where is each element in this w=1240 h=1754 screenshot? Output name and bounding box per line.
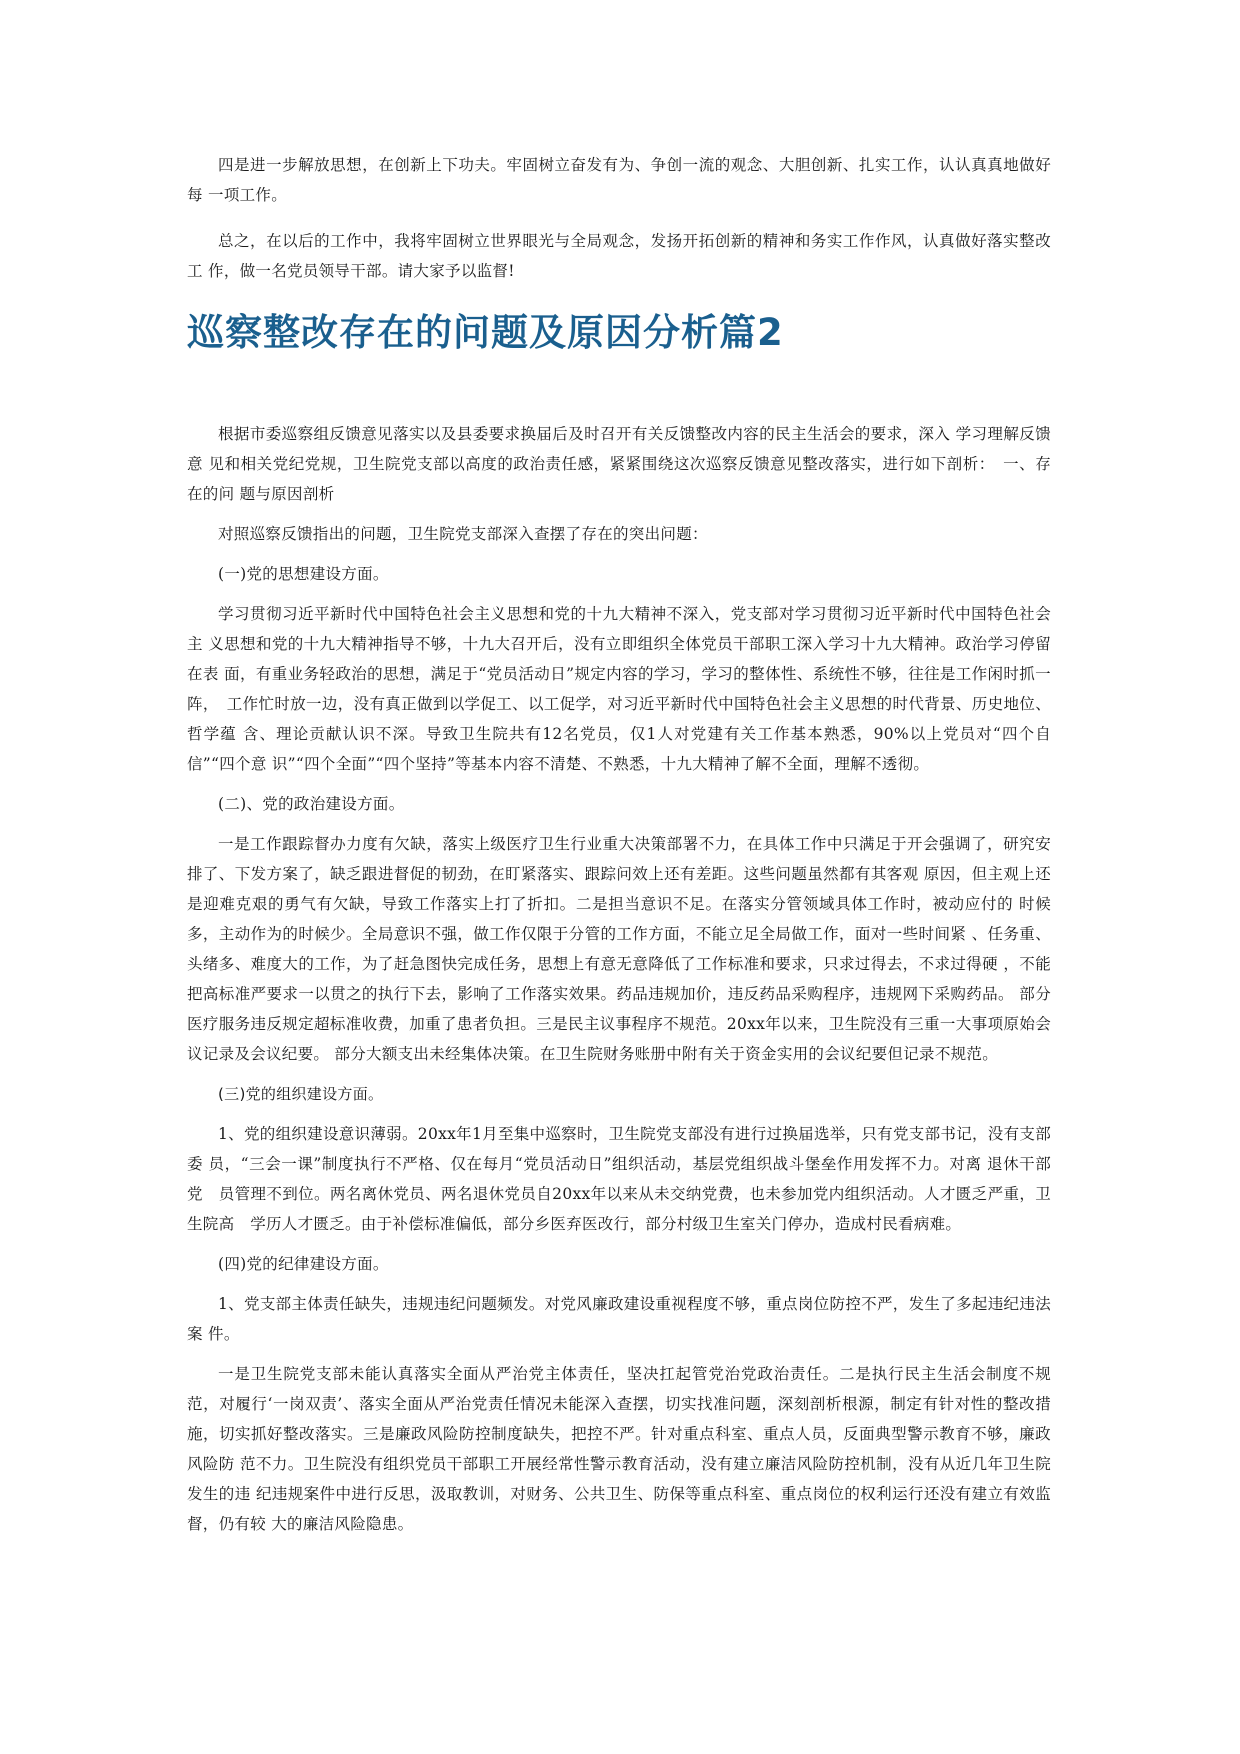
section-heading: 巡察整改存在的问题及原因分析篇2 <box>187 311 784 354</box>
paragraph-conclusion: 总之，在以后的工作中，我将牢固树立世界眼光与全局观念，发扬开拓创新的精神和务实工作作风，认真做好落实整改工 作，做一名党员领导干部。请大家予以监督! <box>187 232 1051 280</box>
subsection-title-organization: (三)党的组织建设方面。 <box>218 1085 384 1103</box>
paragraph-innovation: 四是进一步解放思想，在创新上下功夫。牢固树立奋发有为、争创一流的观念、大胆创新、扎实工作，认认真真地做好每 一项工作。 <box>187 156 1051 204</box>
document-page <box>187 150 1051 1539</box>
subsection-title-political: (二)、党的政治建设方面。 <box>218 795 405 813</box>
paragraph-ideology: 学习贯彻习近平新时代中国特色社会主义思想和党的十九大精神不深入，党支部对学习贯彻习近平新时代中国特色社会主 义思想和党的十九大精神指导不够，十九大召开后，没有立即组织全体党员干部职工深入学习十九大精神。政治学习停留在表 面，有重业务轻政治的思想，满足于“党员活动日”规定内容的学习，学习的整体性、系统性不够，往往是工作闲时抓一阵， 工作忙时放一边，没有真正做到以学促工、以工促学，对习近平新时代中国特色社会主义思想的时代背景、历史地位、哲学蕴 含、理论贡献认识不深。导致卫生院共有12名党员，仅1人对党建有关工作基本熟悉，90%以上党员对“四个自信”“四个意 识”“四个全面”“四个坚持”等基本内容不清楚、不熟悉，十九大精神了解不全面，理解不透彻。 <box>187 605 1051 773</box>
subsection-title-ideology: (一)党的思想建设方面。 <box>218 565 389 583</box>
paragraph-political: 一是工作跟踪督办力度有欠缺，落实上级医疗卫生行业重大决策部署不力，在具体工作中只满足于开会强调了，研究安排了、下发方案了，缺乏跟进督促的韧劲，在盯紧落实、跟踪问效上还有差距。这些问题虽然都有其客观 原因，但主观上还是迎难克艰的勇气有欠缺，导致工作落实上打了折扣。二是担当意识不足。在落实分管领域具体工作时，被动应付的 时候多，主动作为的时候少。全局意识不强，做工作仅限于分管的工作方面，不能立足全局做工作，面对一些时间紧 、任务重、头绪多、难度大的工作，为了赶急图快完成任务，思想上有意无意降低了工作标准和要求，只求过得去，不求过得硬 ，不能把高标准严要求一以贯之的执行下去，影响了工作落实效果。药品违规加价，违反药品采购程序，违规网下采购药品。 部分医疗服务违反规定超标准收费，加重了患者负担。三是民主议事程序不规范。20xx年以来，卫生院没有三重一大事项原始会议记录及会议纪要。 部分大额支出未经集体决策。在卫生院财务账册中附有关于资金实用的会议纪要但记录不规范。 <box>187 835 1051 1063</box>
paragraph-overview: 对照巡察反馈指出的问题，卫生院党支部深入查摆了存在的突出问题： <box>218 525 708 543</box>
paragraph-discipline-1: 1、党支部主体责任缺失，违规违纪问题频发。对党风廉政建设重视程度不够，重点岗位防控不严，发生了多起违纪违法案 件。 <box>187 1295 1051 1343</box>
paragraph-organization: 1、党的组织建设意识薄弱。20xx年1月至集中巡察时，卫生院党支部没有进行过换届选举，只有党支部书记，没有支部委 员，“三会一课”制度执行不严格、仅在每月“党员活动日”组织活动，基层党组织战斗堡垒作用发挥不力。对离 退休干部党 员管理不到位。两名离休党员、两名退休党员自20xx年以来从未交纳党费，也未参加党内组织活动。人才匮乏严重，卫生院高 学历人才匮乏。由于补偿标准偏低，部分乡医弃医改行，部分村级卫生室关门停办，造成村民看病难。 <box>187 1125 1051 1233</box>
paragraph-discipline-2: 一是卫生院党支部未能认真落实全面从严治党主体责任，坚决扛起管党治党政治责任。二是执行民主生活会制度不规范，对履行‘一岗双责’、落实全面从严治党责任情况未能深入查摆，切实找准问题，深刻剖析根源，制定有针对性的整改措施，切实抓好整改落实。三是廉政风险防控制度缺失，把控不严。针对重点科室、重点人员，反面典型警示教育不够，廉政风险防 范不力。卫生院没有组织党员干部职工开展经常性警示教育活动，没有建立廉洁风险防控机制，没有从近几年卫生院发生的违 纪违规案件中进行反思，汲取教训，对财务、公共卫生、防保等重点科室、重点岗位的权利运行还没有建立有效监督，仍有较 大的廉洁风险隐患。 <box>187 1365 1051 1533</box>
paragraph-intro: 根据市委巡察组反馈意见落实以及县委要求换届后及时召开有关反馈整改内容的民主生活会的要求，深入 学习理解反馈意 见和相关党纪党规，卫生院党支部以高度的政治责任感，紧紧围绕这次巡察反馈意见整改落实，进行如下剖析： 一、存在的问 题与原因剖析 <box>187 425 1051 503</box>
subsection-title-discipline: (四)党的纪律建设方面。 <box>218 1255 389 1273</box>
